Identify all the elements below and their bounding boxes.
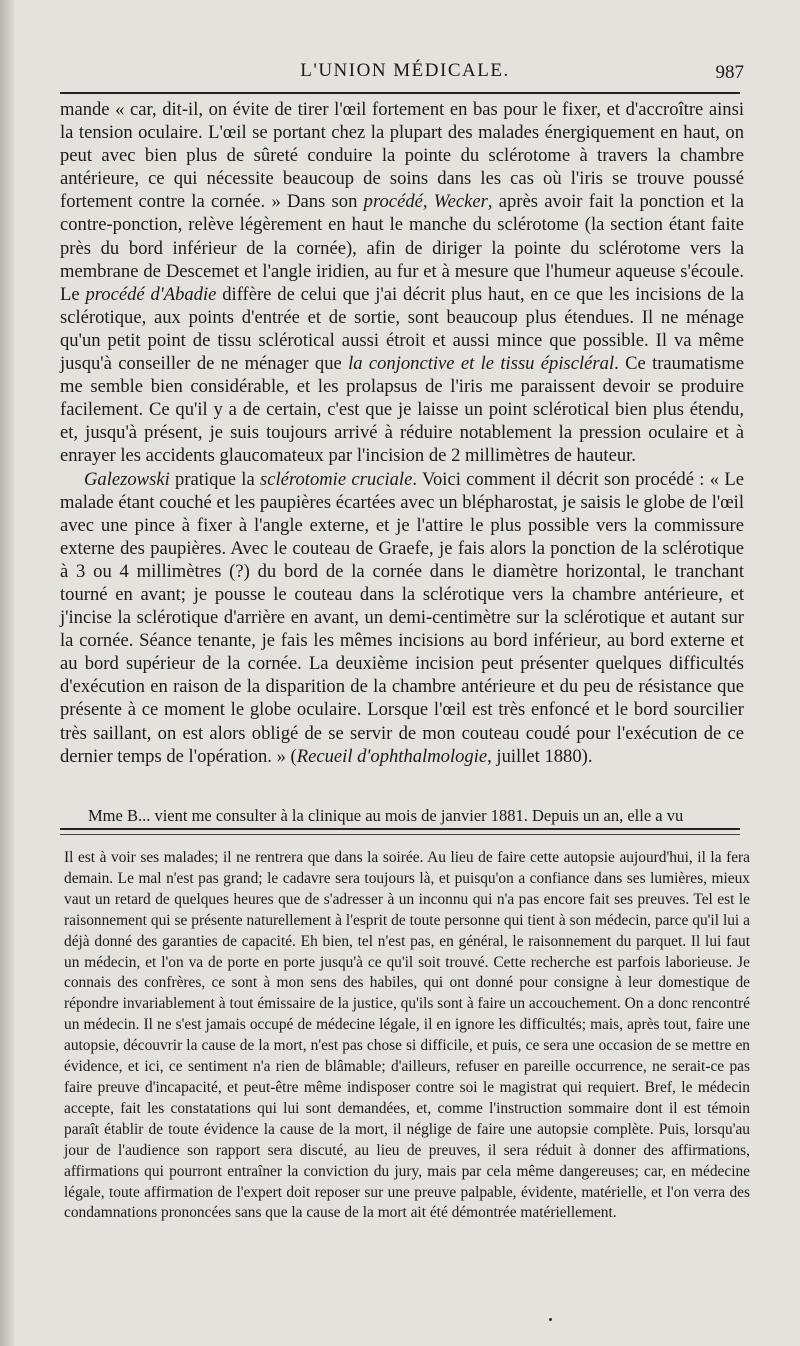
text-run: . Voici comment il décrit son procédé : « Le malade étant couché et les paupières écartées avec un blépharostat, je saisis le globe de l'œil avec une pince à fixer à l'angle externe, et je l'attire le plus possible vers la commissure externe des paupières. Avec le couteau de Graefe, je fais alors la ponction de la sclérotique à 3 ou 4 millimètres (?) du bord de la cornée dans le diamètre horizontal, le tranchant tourné en avant; je pousse le couteau dans la sclérotique vers la chambre antérieure, et j'incise la sclérotique d'arrière en avant, un demi-centimètre sur la sclérotique et autant sur la cornée. Séance tenante, je fais les mêmes incisions au bord inférieur, au bord externe et au bord supérieur de la cornée. La deuxième incision peut présenter quelques difficultés d'exécution en raison de la disparition de la chambre antérieure et du peu de résistance que présente à ce moment le globe oculaire. Lorsque l'œil est très enfoncé et le bord sourcilier très saillant, on est alors obligé de se servir de mon couteau coudé pour l'exécution de ce dernier temps de l'opération. » ( [60, 468, 744, 767]
text-run: , après avoir fait la ponction et la contre-ponction, relève légèrement en haut le manche du sclérotome (la section étant faite près du bord inférieur de la cornée), afin de diriger la pointe du sclérotome vers la membrane de Descemet et l'angle iridien, au fur et à mesure que l'humeur aqueuse s'écoule. Le [60, 191, 744, 305]
paragraph-3: Mme B... vient me consulter à la clinique au mois de janvier 1881. Depuis un an, elle a vu [88, 806, 684, 825]
text-run: pratique la [169, 468, 261, 490]
print-speck [549, 1318, 552, 1321]
paragraph-2 [60, 468, 744, 768]
feuilleton-rule [60, 828, 740, 830]
page-header [60, 56, 750, 90]
running-title: L'UNION MÉDICALE. [300, 60, 510, 81]
text-run: , juillet 1880). [487, 745, 593, 767]
italic-run: procédé, Wecker [363, 191, 488, 213]
feuilleton-paragraph: Il est à voir ses malades; il ne rentrera que dans la soirée. Au lieu de faire cette autopsie aujourd'hui, il la fera demain. Le mal n'est pas grand; le cadavre sera toujours là, et puisqu'on a confiance dans ses lumières, mieux vaut un retard de quelques heures que de s'adresser à un inconnu qui n'a pas encore fait ses preuves. Tel est le raisonnement qui se présente naturellement à l'esprit de toute personne qui tient à son médecin, parce qu'il lui a déjà donné des garanties de capacité. Eh bien, tel n'est pas, en général, le raisonnement du parquet. Il lui faut un médecin, et l'on va de porte en porte jusqu'à ce qu'il soit trouvé. Cette recherche est parfois laborieuse. Je connais des confrères, ce sont à mon sens des habiles, qui ont donné pour consigne à leur domestique de répondre invariablement à tout émissaire de la justice, qu'ils sont à faire un accouchement. On a donc rencontré un médecin. Il ne s'est jamais occupé de médecine légale, il en ignore les difficultés; mais, après tout, faire une autopsie, découvrir la cause de la mort, n'est pas chose si difficile, et puis, ce sera une occasion de se mettre en évidence, et ici, ce sentiment n'a rien de blâmable; d'ailleurs, refuser en pareille occurrence, ne serait-ce pas faire preuve d'incapacité, et peut-être même indisposer contre soi le magistrat qui requiert. Bref, le médecin accepte, fait les constatations qui lui sont demandées, et, comme l'instruction sommaire dont il est témoin paraît établir de toute évidence la cause de la mort, il néglige de faire une autopsie complète. Puis, lorsqu'au jour de l'audience son rapport sera discuté, au lieu de preuves, il sera réduit à donner des affirmations, affirmations qui pourront entraîner la conviction du jury, mais par cela même dangereuses; car, en médecine légale, toute affirmation de l'expert doit reposer sur une preuve palpable, évidente, matérielle, et l'on verra des condamnations prononcées sans que la cause de la mort ait été démontrée matériellement. [64, 849, 750, 1222]
text-run: diffère de celui que j'ai décrit plus haut, en ce que les incisions de la sclérotique, aux points d'entrée et de sortie, sont beaucoup plus étendues. Il ne ménage qu'un petit point de tissu sclérotical aussi étroit et aussi mince que possible. Il va même jusqu'à conseiller de ne ménager que [60, 283, 744, 375]
feuilleton-rule-thin [60, 834, 740, 835]
italic-run: procédé d'Abadie [85, 283, 217, 305]
header-rule [60, 92, 740, 94]
page-number: 987 [715, 62, 744, 83]
italic-run: Recueil d'ophthalmologie [296, 745, 488, 767]
text-run: . Ce traumatisme me semble bien considérable, et les prolapsus de l'iris me paraissent devoir se produire facilement. Ce qu'il y a de certain, c'est que je laisse un point sclérotical bien plus étendu, et, jusqu'à présent, je suis toujours arrivé à réduire notablement la pression oculaire et à enrayer les accidents glaucomateux par l'incision de 2 millimètres de hauteur. [60, 353, 744, 467]
paragraph-1 [60, 98, 744, 468]
main-body-text [60, 98, 744, 768]
text-run: mande « car, dit-il, on évite de tirer l'œil fortement en bas pour le fixer, et d'accroître ainsi la tension oculaire. L'œil se portant chez la plupart des malades énergiquement en haut, on peut avec bien plus de sûreté conduire la pointe du sclérotome à travers la chambre antérieure, ce qui nécessite beaucoup de soins dans les cas où l'iris se trouve poussé fortement contre la cornée. » Dans son [60, 99, 744, 213]
italic-run: Galezowski [84, 468, 170, 490]
italic-run: sclérotomie cruciale [260, 468, 413, 490]
italic-run: la conjonctive et le tissu épiscléral [348, 353, 615, 375]
feuilleton-text [64, 848, 750, 1224]
book-spine-shadow [0, 0, 14, 1346]
